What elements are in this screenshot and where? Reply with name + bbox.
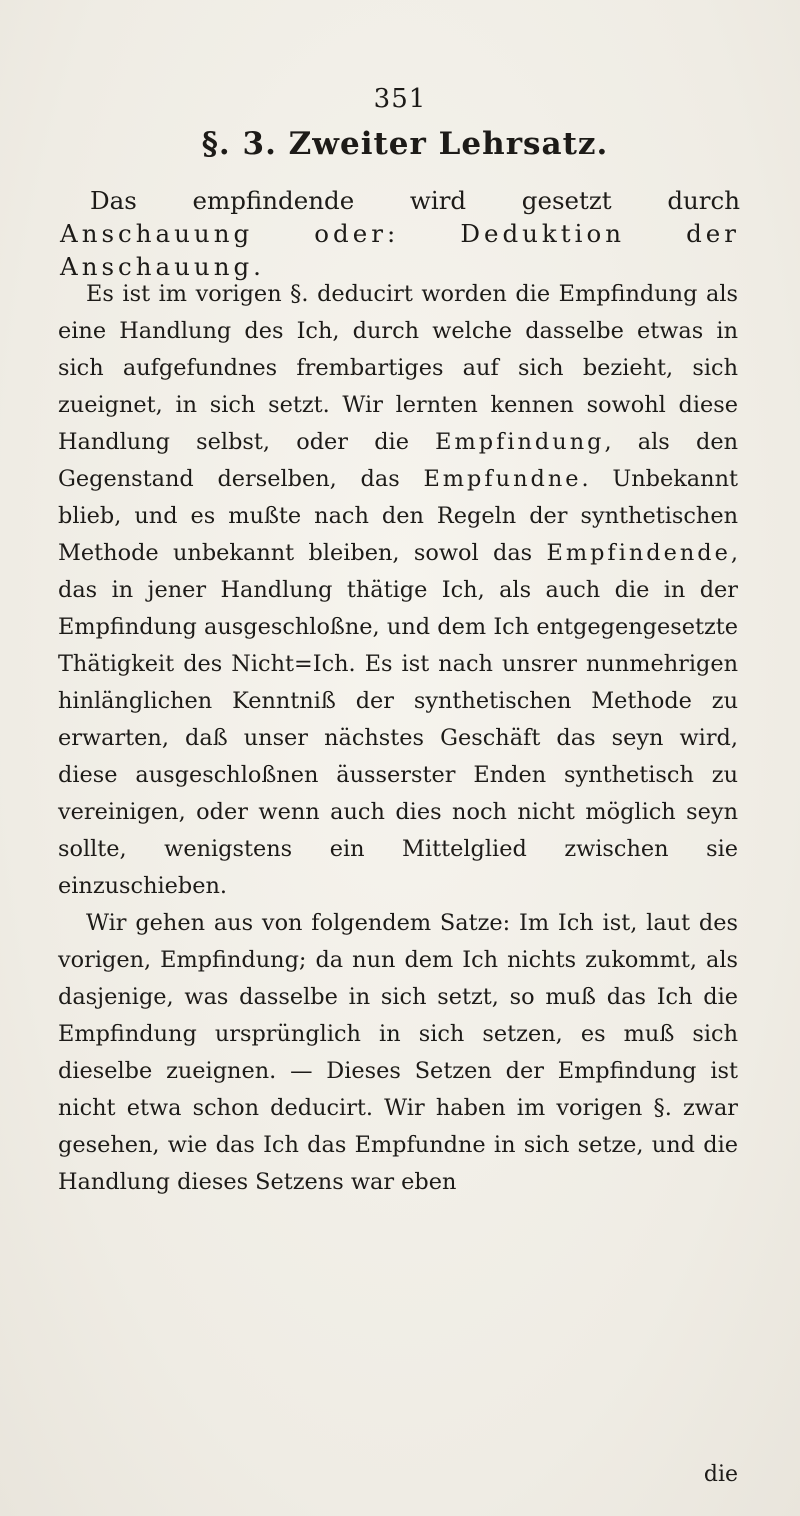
- paragraph-1-text-2: , als den Gegenstand derselben, das: [58, 429, 738, 492]
- paragraph-2: Wir gehen aus von folgendem Satze: Im Ich ist, laut des vorigen, Empfindung; da nun dem Ich nichts zukommt, als dasjenige, was dasselbe in sich setzt, so muß das Ich die Empfindung ursprünglich in sich setzen, es muß sich dieselbe zueignen. — Dieses Setzen der Empfindung ist nicht etwa schon deducirt. Wir haben im vorigen §. zwar gesehen, wie das Ich das Empfundne in sich setze, und die Handlung dieses Setzens war eben: [58, 910, 738, 1195]
- paragraph-1: [58, 276, 738, 905]
- emphasis-empfundne: Empfundne: [423, 466, 582, 492]
- paragraph-1-text-1: Es ist im vorigen §. deducirt worden die Empfindung als eine Handlung des Ich, durch welche dasselbe etwas in sich aufgefundnes frembartiges auf sich bezieht, sich zueignet, in sich setzt. Wir lernten kennen sowohl diese Handlung selbst, oder die: [58, 281, 738, 455]
- page-number: 351: [373, 84, 427, 114]
- body-text: [58, 276, 738, 1201]
- paragraph-1-text-4: , das in jener Handlung thätige Ich, als auch die in der Empfindung ausgeschloßne, und dem Ich entgegengesetzte Thätigkeit des Nicht=Ich. Es ist nach unsrer nunmehrigen hinlänglichen Kenntniß der synthetischen Methode zu erwarten, daß unser nächstes Geschäft das seyn wird, diese ausgeschloßnen äusserster Enden synthetisch zu vereinigen, oder wenn auch dies noch nicht möglich seyn sollte, wenigstens ein Mittelglied zwischen sie einzuschieben.: [58, 540, 738, 899]
- catchword: die: [703, 1462, 738, 1487]
- theorem-text-spaced: Anschauung oder: Deduktion der Anschauung.: [60, 219, 740, 281]
- section-heading: §. 3. Zweiter Lehrsatz.: [201, 126, 609, 162]
- emphasis-empfindende: Empfindende: [546, 540, 731, 566]
- paragraph-1-text-3: . Unbekannt blieb, und es mußte nach den Regeln der synthetischen Methode unbekannt bleiben, sowol das: [58, 466, 738, 566]
- theorem-statement: [60, 184, 740, 283]
- emphasis-empfindung: Empfindung: [435, 429, 605, 455]
- theorem-text: Das empfindende wird gesetzt durch: [90, 186, 740, 215]
